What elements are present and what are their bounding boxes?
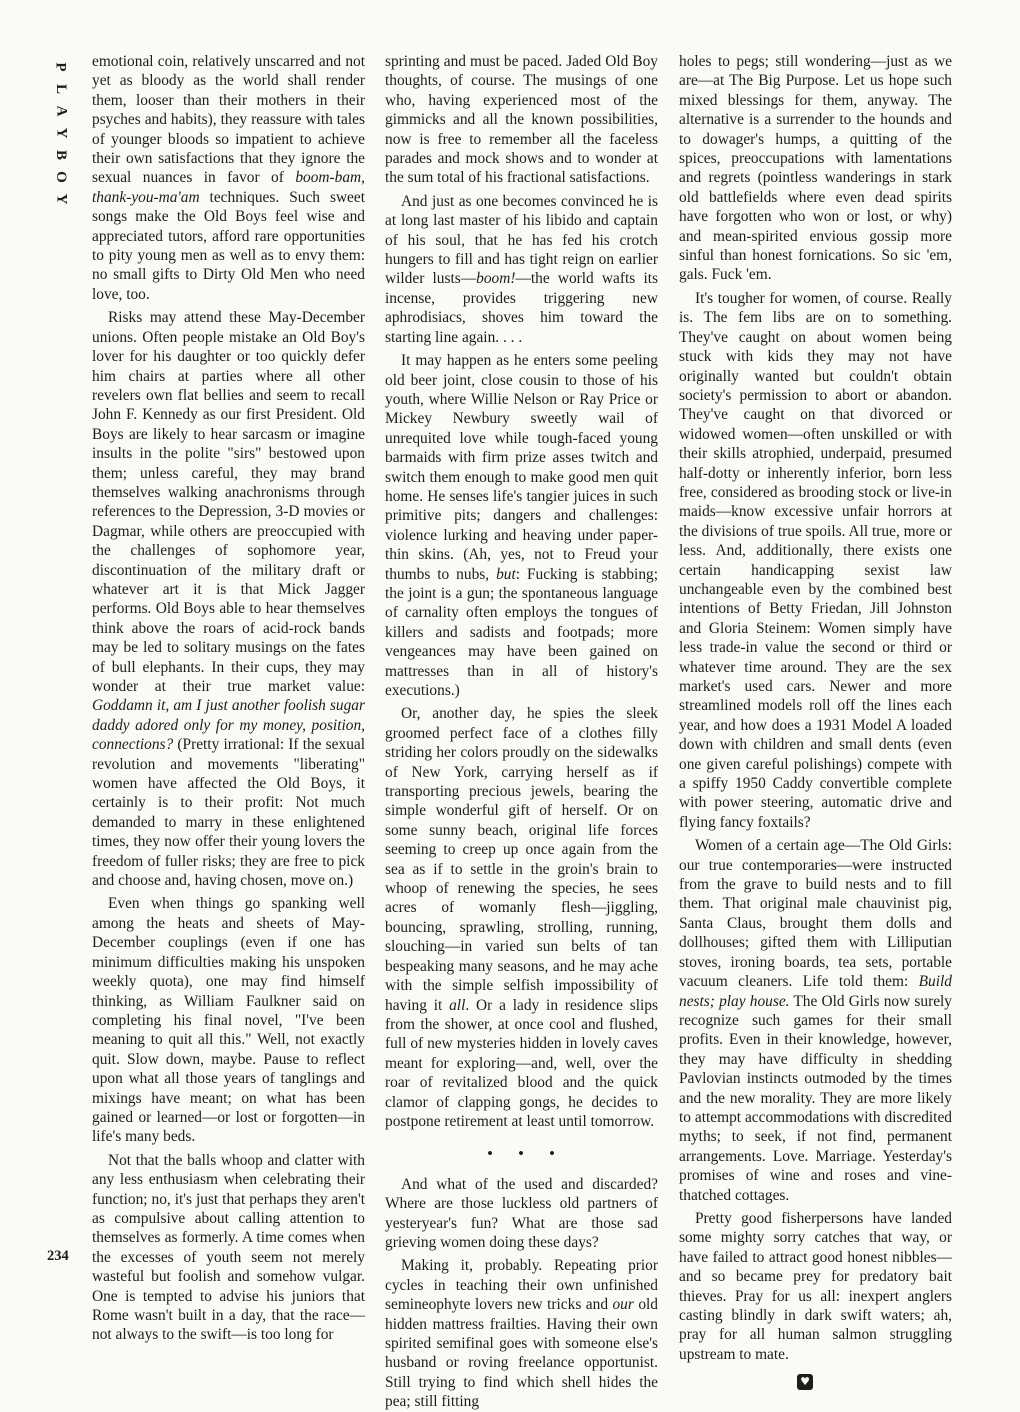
text-run: Women of a certain age—The Old Girls: our true contemporaries—were instructed from the grave to build nests and to fill them. That original male chauvinist pig, Santa Claus, brought them dolls and dollhouses; gifted them with Lilliputian stoves, ironing boards, tea sets, portable vacuum cleaners. Life told them:	[679, 837, 952, 991]
title-letter: Y	[53, 127, 69, 139]
italic-text: Goddamn it, am I just another foolish sugar daddy adored only for my money, position, connections?	[92, 697, 365, 754]
text-run: . Or a lady in residence slips from the shower, at once cool and flushed, full of new mysteries hidden in lovely caves meant for exploring—and, well, over the roar of revitalized blood and the quick clamor of clapping gongs, he decides to postpone retirement at least until tomorrow.	[385, 996, 658, 1130]
text-run: techniques. Such sweet songs make the Old Boys feel wise and appreciated tutors, afford rare opportunities to pity young men as well as to envy them: no small gifts to Dirty Old Men who need love, too.	[92, 188, 365, 303]
title-letter: B	[52, 149, 69, 161]
text-run: It's tougher for women, of course. Really is. The fem libs are on to something. They've caught on about women being stuck with kids they may not have originally wanted but couldn't obtain society's permission to abort or abandon. They've caught on that divorced or widowed women—often unskilled or with their skills atrophied, underpaid, presumed half-dotty or inherently inferior, born less free, considered as brooding stock or live-in maids—know excessive unfair horrors at the divisions of true spoils. All true, more or less. And, additionally, there exists one certain handicapping sexist law unchangeable even by the combined best intentions of Betty Friedan, Jill Johnston and Gloria Steinem: Women simply have less trade-in value the second or third or whatever time around. They are the sex market's used cars. Newer and more streamlined models roll off the lines each year, and how does a 1931 Model A loaded down with children and small dents (even one given careful polishings) compete with a spiffy 1950 Caddy convertible complete with power steering, automatic drive and flying fancy foxtails?	[679, 289, 952, 831]
text-run: Not that the balls whoop and clatter with any less enthusiasm when celebrating their function; no, it's just that perhaps they aren't as compulsive about calling attention to themselves as formerly. A time comes when the excesses of youth seem not merely wasteful but foolish and somehow vulgar. One is tempted to advise his juniors that Rome wasn't built in a day, that the race—not always to the swift—is too long for	[92, 1151, 365, 1344]
text-run: Pretty good fisherpersons have landed some mighty sorry catches that way, or have failed to attract good honest nibbles—and so became prey for predatory bait thieves. Pray for us all: inexpert anglers casting blindly in dark swift waters; ah, pray for all human salmon struggling upstream to mate.	[679, 1209, 952, 1363]
text-run: emotional coin, relatively unscarred and not yet as bloody as the world shall render them, looser than their mothers in their psyches and habits), they reassure with tales of younger bloods so impatient to achieve their own satisfactions that they ignore the sexual nuances in favor of	[92, 53, 365, 187]
page-number: 234	[47, 1248, 69, 1264]
paragraph	[679, 52, 952, 285]
paragraph	[679, 836, 952, 1205]
text-run: —the world wafts its incense, provides triggering new aphrodisiacs, shoves him toward the starting line again. . . .	[385, 270, 658, 346]
article-column-3	[679, 52, 952, 1391]
text-run: Or, another day, he spies the sleek groomed perfect face of a clothes filly striding her colors proudly on the sidewalks of New York, carrying herself as if transporting precious jewels, bearing the simple wonderful gift of herself. Or on some sunny beach, original life forces seeming to creep up once again from the sea as if to settle in the groin's brain to whoop of renewing the species, he sees acres of womanly flesh—jiggling, bouncing, sprawling, strolling, running, slouching—in varied sun belts of tan bespeaking many seasons, and he may ache with the simple selfish impossibility of having it	[385, 705, 658, 1014]
text-run: The Old Girls now surely recognize such games for their small profits. Even in their knowledge, however, they may have difficulty in shedding Pavlovian instincts outmoded by the times and the new morality. They are more likely to attempt accommodations with discredited myths; to seek, if not find, permanent arrangements. Love. Marriage. Yesterday's promises of wine and roses and vine-thatched cottages.	[679, 992, 953, 1204]
paragraph	[385, 192, 658, 347]
text-run: It may happen as he enters some peeling old beer joint, close cousin to those of his youth, where Willie Nelson or Ray Price or Mickey Newbury sweetly wail of unrequited love while tough-faced young barmaids with firm prize asses twitch and switch them enough to make good men quit home. He senses life's tangier juices in such primitive pits; dangers and challenges: violence lurking and heaving under paper-thin skins. (Ah, yes, not to Freud your thumbs to nubs,	[385, 352, 658, 583]
title-letter: O	[52, 171, 69, 183]
text-run: sprinting and must be paced. Jaded Old Boy thoughts, of course. The musings of one who, having experienced most of the gimmicks and all the known possibilities, now is free to remember all the faceless parades and mock shows and to wonder at the sum total of his fractional satisfactions.	[385, 53, 658, 187]
paragraph	[92, 52, 365, 304]
text-run: (Pretty irrational: If the sexual revolution and movements "liberating" women have affected the Old Boys, it certainly is to their profit: Not much demanded to marry in these enlightened times, they now offer their young lovers the freedom of fuller risks; they are free to pick and choose and, having chosen, move on.)	[92, 736, 365, 890]
paragraph	[679, 289, 952, 832]
text-run: Even when things go spanking well among the heats and sheets of May-December couplings (even if one has minimum difficulties making his unspoken weekly quota), one may find himself thinking, as William Faulkner said on completing his final novel, "I've been meaning to quit all this." Well, not exactly quit. Slow down, maybe. Pause to reflect upon what all those years of tanglings and mixings have meant; on what has been gained or learned—or lost or forgotten—in life's many beds.	[92, 895, 365, 1146]
text-run: And just as one becomes convinced he is at long last master of his libido and captain of his soul, that he has fed his crotch hungers to fill and has tight reign on earlier wilder lusts—	[385, 192, 658, 288]
text-run: And what of the used and discarded? Where are those luckless old partners of yesteryear's fun? What are those sad grieving women doing these days?	[385, 1175, 658, 1251]
paragraph	[92, 1151, 365, 1345]
text-run: Making it, probably. Repeating prior cycles in teaching their own unfinished semineophyte lovers new tricks and	[385, 1257, 658, 1314]
paragraph	[385, 1256, 658, 1411]
italic-text: all	[449, 996, 466, 1014]
paragraph	[385, 704, 658, 1131]
article-column-1	[92, 52, 365, 1345]
paragraph	[92, 894, 365, 1146]
text-run: old hidden mattress frailties. Having their own spirited semifinal goes with someone else's husband or roving freelance opportunist. Still trying to find which shell hides the pea; still fitting	[385, 1296, 659, 1411]
title-letter: A	[53, 105, 69, 117]
paragraph	[385, 1175, 658, 1253]
bunny-end-mark-icon: ♥	[797, 1374, 813, 1390]
title-letter: Y	[53, 193, 69, 205]
text-run: • • •	[487, 1146, 566, 1163]
magazine-title-vertical	[52, 56, 70, 210]
italic-text: boom!	[476, 270, 516, 288]
title-letter: P	[52, 62, 69, 72]
paragraph	[679, 1209, 952, 1364]
italic-text: Build nests; play house.	[679, 973, 952, 1010]
text-run: Risks may attend these May-December unions. Often people mistake an Old Boy's lover for his daughter or too quickly defer him chairs at parties where all other revelers own flat bellies and seem to recall John F. Kennedy as our first President. Old Boys are likely to hear sarcasm or imagine insults in the polite "sirs" bestowed upon them; unless careful, they may brand themselves walking anachronisms through references to the Depression, 3-D movies or Dagmar, while others are preoccupied with the challenges of sophomore year, discontinuation of the military draft or whatever art it is that Mick Jagger performs. Old Boys able to hear themselves think above the roars of acid-rock bands may be led to solitary musings on the fates of bull elephants. In their cups, they may wonder at their true market value:	[92, 309, 365, 695]
paragraph	[385, 351, 658, 700]
paragraph	[385, 52, 658, 188]
text-run: : Fucking is stabbing; the joint is a gun; the spontaneous language of carnality often employs the tongues of killers and sadists and footpads; more vengeances may have been gained on mattresses than in all of history's executions.)	[385, 565, 658, 699]
italic-text: boom-bam, thank-you-ma'am	[92, 169, 365, 206]
article-column-2	[385, 52, 658, 1412]
italic-text: but	[496, 565, 516, 583]
title-letter: L	[52, 83, 69, 95]
text-run: holes to pegs; still wondering—just as we are—at The Big Purpose. Let us hope such mixed blessings for them, anyway. The alternative is a surrender to the hounds and to dowager's humps, a quitting of the spices, preoccupations with lamentations and regrets (pointless wanderings in stark old battlefields where even dead spirits have forgotten who won or lost, or why) and mean-spirited envious gossip more sinful than honest fornications. So sic 'em, gals. Fuck 'em.	[679, 53, 952, 284]
italic-text: our	[612, 1296, 634, 1314]
paragraph	[92, 308, 365, 890]
section-break	[385, 1145, 658, 1164]
